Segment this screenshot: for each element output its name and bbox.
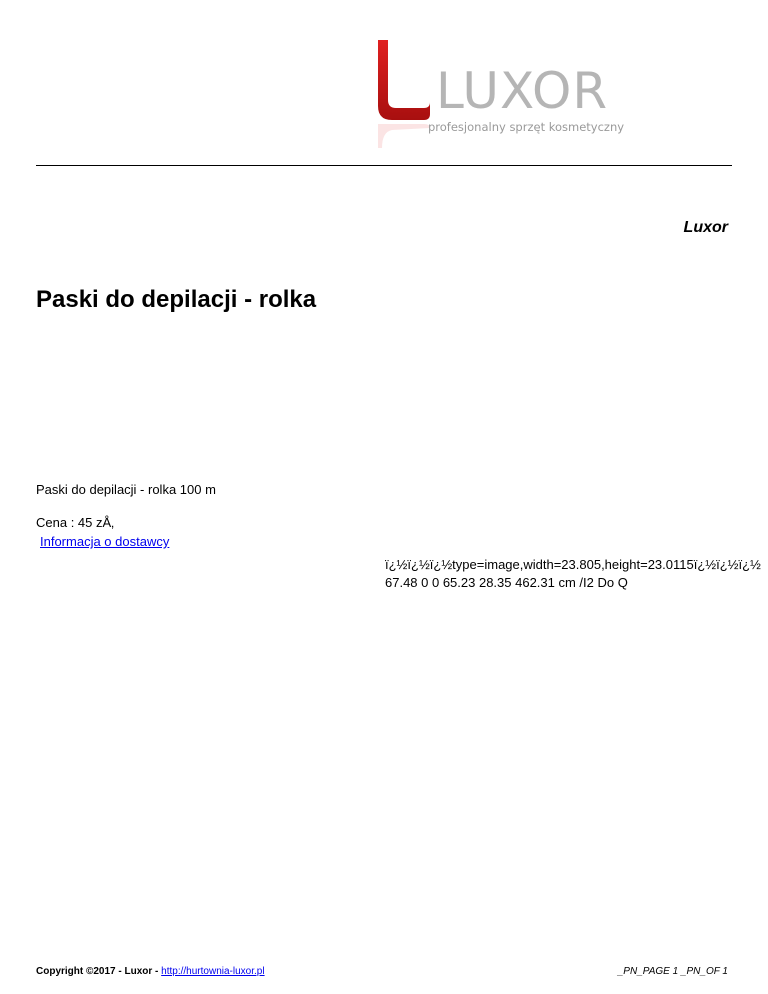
luxor-logo: [370, 38, 650, 163]
brand-name: Luxor: [683, 219, 728, 236]
garbled-image-text: ï¿½ï¿½ï¿½type=image,width=23.805,height=23.0115ï¿½ï¿½ï¿½: [385, 557, 761, 572]
footer-site-link[interactable]: http://hurtownia-luxor.pl: [161, 966, 265, 977]
copyright-text: Copyright ©2017 - Luxor -: [36, 966, 159, 977]
product-description: Paski do depilacji - rolka 100 m: [36, 482, 216, 497]
luxor-logo-graphic: [370, 38, 650, 163]
product-title: Paski do depilacji - rolka: [36, 286, 317, 313]
footer-copyright: [36, 966, 265, 977]
delivery-info-link[interactable]: Informacja o dostawcy: [40, 534, 170, 549]
page-marker: _PN_PAGE 1 _PN_OF 1: [617, 966, 728, 977]
header-divider: [36, 165, 732, 166]
product-price: Cena : 45 zÅ‚: [36, 515, 115, 530]
logo-wordmark: LUXOR: [436, 62, 609, 120]
garbled-pdf-text: 67.48 0 0 65.23 28.35 462.31 cm /I2 Do Q: [385, 575, 628, 590]
logo-tagline: profesjonalny sprzęt kosmetyczny: [428, 120, 625, 134]
